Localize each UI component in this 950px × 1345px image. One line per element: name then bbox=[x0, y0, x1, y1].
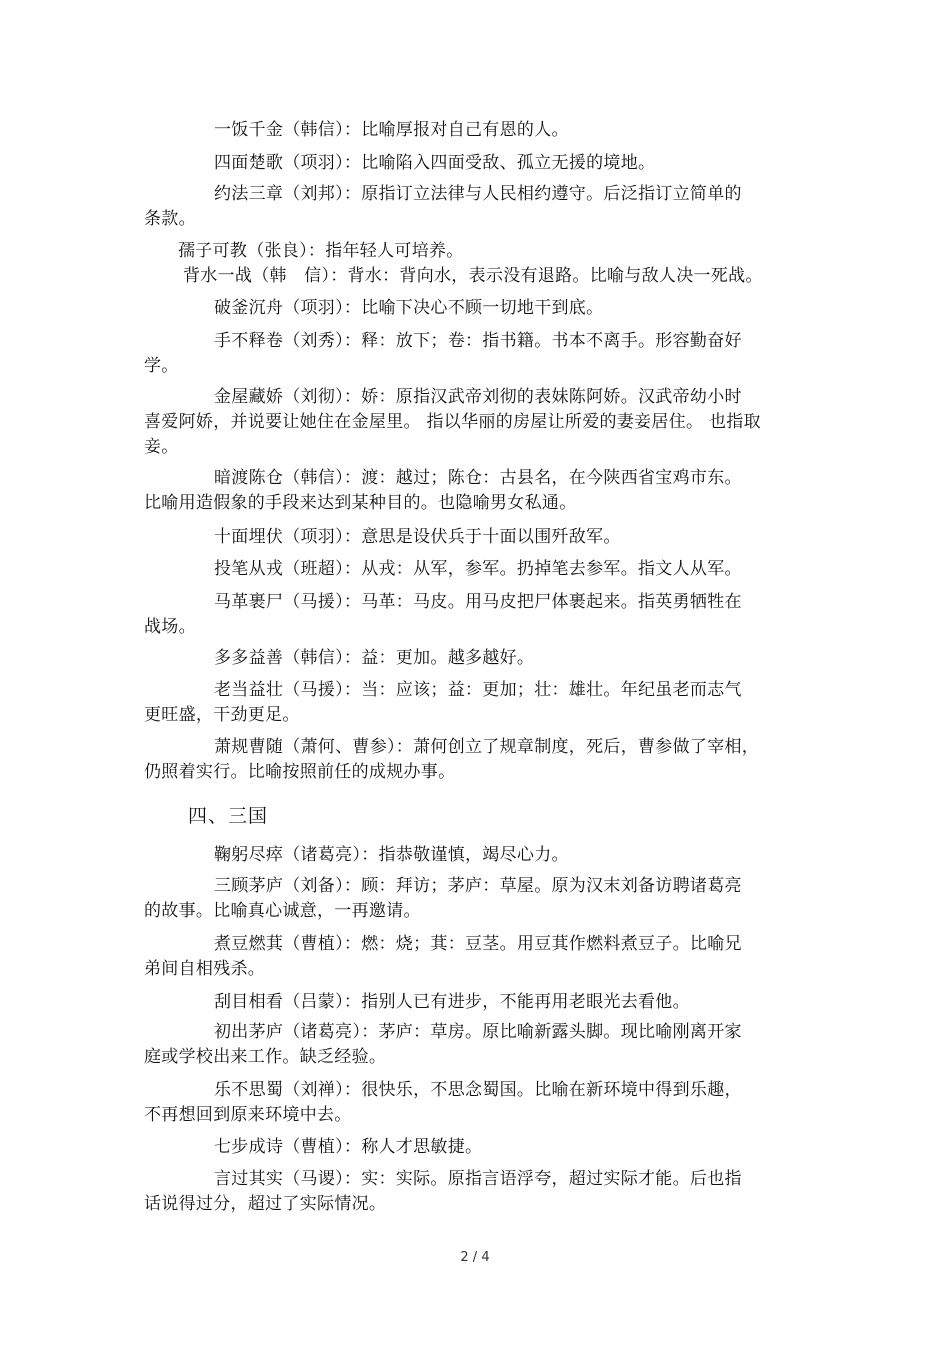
entry-line: 暗渡陈仓（韩信）：渡：越过；陈仓：古县名，在今陕西省宝鸡市东。 bbox=[214, 468, 742, 488]
idiom-entry bbox=[144, 874, 812, 924]
entry-line: 更旺盛，干劲更足。 bbox=[144, 705, 300, 725]
entry-line: 手不释卷（刘秀）：释：放下；卷：指书籍。书本不离手。形容勤奋好 bbox=[214, 331, 742, 351]
entry-line: 四面楚歌（项羽）：比喻陷入四面受敌、孤立无援的境地。 bbox=[214, 153, 656, 173]
idiom-entry bbox=[144, 329, 812, 379]
entry-line: 煮豆燃萁（曹植）：燃：烧；萁：豆茎。用豆萁作燃料煮豆子。比喻兄 bbox=[214, 934, 742, 954]
section-heading: 四、三国 bbox=[188, 805, 269, 827]
entry-line: 背水一战（韩 信）：背水：背向水，表示没有退路。比喻与敌人决一死战。 bbox=[183, 266, 763, 286]
idiom-entry bbox=[144, 264, 812, 289]
entry-line: 孺子可教（张良）：指年轻人可培养。 bbox=[178, 241, 464, 261]
idiom-entry bbox=[144, 678, 812, 728]
idiom-entry bbox=[144, 1167, 812, 1217]
entry-line: 话说得过分，超过了实际情况。 bbox=[144, 1194, 387, 1214]
idiom-entry bbox=[144, 990, 812, 1015]
idiom-entry bbox=[144, 118, 812, 143]
idiom-entry bbox=[144, 1135, 812, 1160]
entry-line: 学。 bbox=[144, 356, 179, 376]
entry-line: 比喻用造假象的手段来达到某种目的。也隐喻男女私通。 bbox=[144, 493, 577, 513]
idiom-entry bbox=[144, 385, 812, 460]
idiom-entry bbox=[144, 646, 812, 671]
entry-line: 投笔从戎（班超）：从戎：从军，参军。扔掉笔去参军。指文人从军。 bbox=[214, 559, 742, 579]
entry-line: 金屋藏娇（刘彻）：娇：原指汉武帝刘彻的表妹陈阿娇。汉武帝幼小时 bbox=[214, 387, 742, 407]
entry-line: 的故事。比喻真心诚意，一再邀请。 bbox=[144, 901, 421, 921]
idiom-entry bbox=[144, 735, 812, 785]
entry-line: 条款。 bbox=[144, 209, 196, 229]
entry-line: 老当益壮（马援）：当：应该；益：更加；壮：雄壮。年纪虽老而志气 bbox=[214, 680, 742, 700]
idiom-entry bbox=[144, 296, 812, 321]
entry-line: 弟间自相残杀。 bbox=[144, 959, 266, 979]
entry-line: 乐不思蜀（刘禅）：很快乐，不思念蜀国。比喻在新环境中得到乐趣， bbox=[214, 1080, 742, 1100]
entry-line: 破釜沉舟（项羽）：比喻下决心不顾一切地干到底。 bbox=[214, 298, 604, 318]
entry-line: 不再想回到原来环境中去。 bbox=[144, 1105, 352, 1125]
entry-line: 妾。 bbox=[144, 437, 179, 457]
entry-line: 七步成诗（曹植）：称人才思敏捷。 bbox=[214, 1137, 483, 1157]
entry-line: 一饭千金（韩信）：比喻厚报对自己有恩的人。 bbox=[214, 120, 569, 140]
idiom-entry bbox=[144, 557, 812, 582]
entry-line: 十面埋伏（项羽）：意思是设伏兵于十面以围歼敌军。 bbox=[214, 527, 621, 547]
entry-line: 庭或学校出来工作。缺乏经验。 bbox=[144, 1047, 387, 1067]
entry-line: 马革裹尸（马援）：马革：马皮。用马皮把尸体裹起来。指英勇牺牲在 bbox=[214, 592, 742, 612]
idiom-entry bbox=[144, 525, 812, 550]
idiom-entry bbox=[144, 932, 812, 982]
idiom-entry bbox=[144, 1020, 812, 1070]
idiom-entry bbox=[144, 590, 812, 640]
idiom-entry bbox=[144, 151, 812, 176]
entry-line: 仍照着实行。比喻按照前任的成规办事。 bbox=[144, 762, 456, 782]
entry-line: 鞠躬尽瘁（诸葛亮）：指恭敬谨慎，竭尽心力。 bbox=[214, 845, 569, 865]
idiom-entry bbox=[144, 182, 812, 232]
entry-line: 三顾茅庐（刘备）：顾：拜访；茅庐：草屋。原为汉末刘备访聘诸葛亮 bbox=[214, 876, 742, 896]
idiom-entry bbox=[144, 843, 812, 868]
entry-line: 初出茅庐（诸葛亮）：茅庐：草房。原比喻新露头脚。现比喻刚离开家 bbox=[214, 1022, 742, 1042]
entry-line: 刮目相看（吕蒙）：指别人已有进步，不能再用老眼光去看他。 bbox=[214, 992, 690, 1012]
idiom-entry bbox=[144, 239, 812, 264]
entry-line: 战场。 bbox=[144, 617, 196, 637]
entry-line: 多多益善（韩信）：益：更加。越多越好。 bbox=[214, 648, 535, 668]
entry-line: 喜爱阿娇，并说要让她住在金屋里。 指以华丽的房屋让所爱的妻妾居住。 也指取 bbox=[144, 412, 761, 432]
entry-line: 约法三章（刘邦）：原指订立法律与人民相约遵守。后泛指订立简单的 bbox=[214, 184, 742, 204]
idiom-entry bbox=[144, 466, 812, 516]
idiom-entry bbox=[144, 1078, 812, 1128]
page-number: 2 / 4 bbox=[460, 1250, 490, 1265]
entry-line: 萧规曹随（萧何、曹参）：萧何创立了规章制度，死后，曹参做了宰相， bbox=[214, 737, 760, 757]
entry-line: 言过其实（马谡）：实：实际。原指言语浮夸，超过实际才能。后也指 bbox=[214, 1169, 742, 1189]
